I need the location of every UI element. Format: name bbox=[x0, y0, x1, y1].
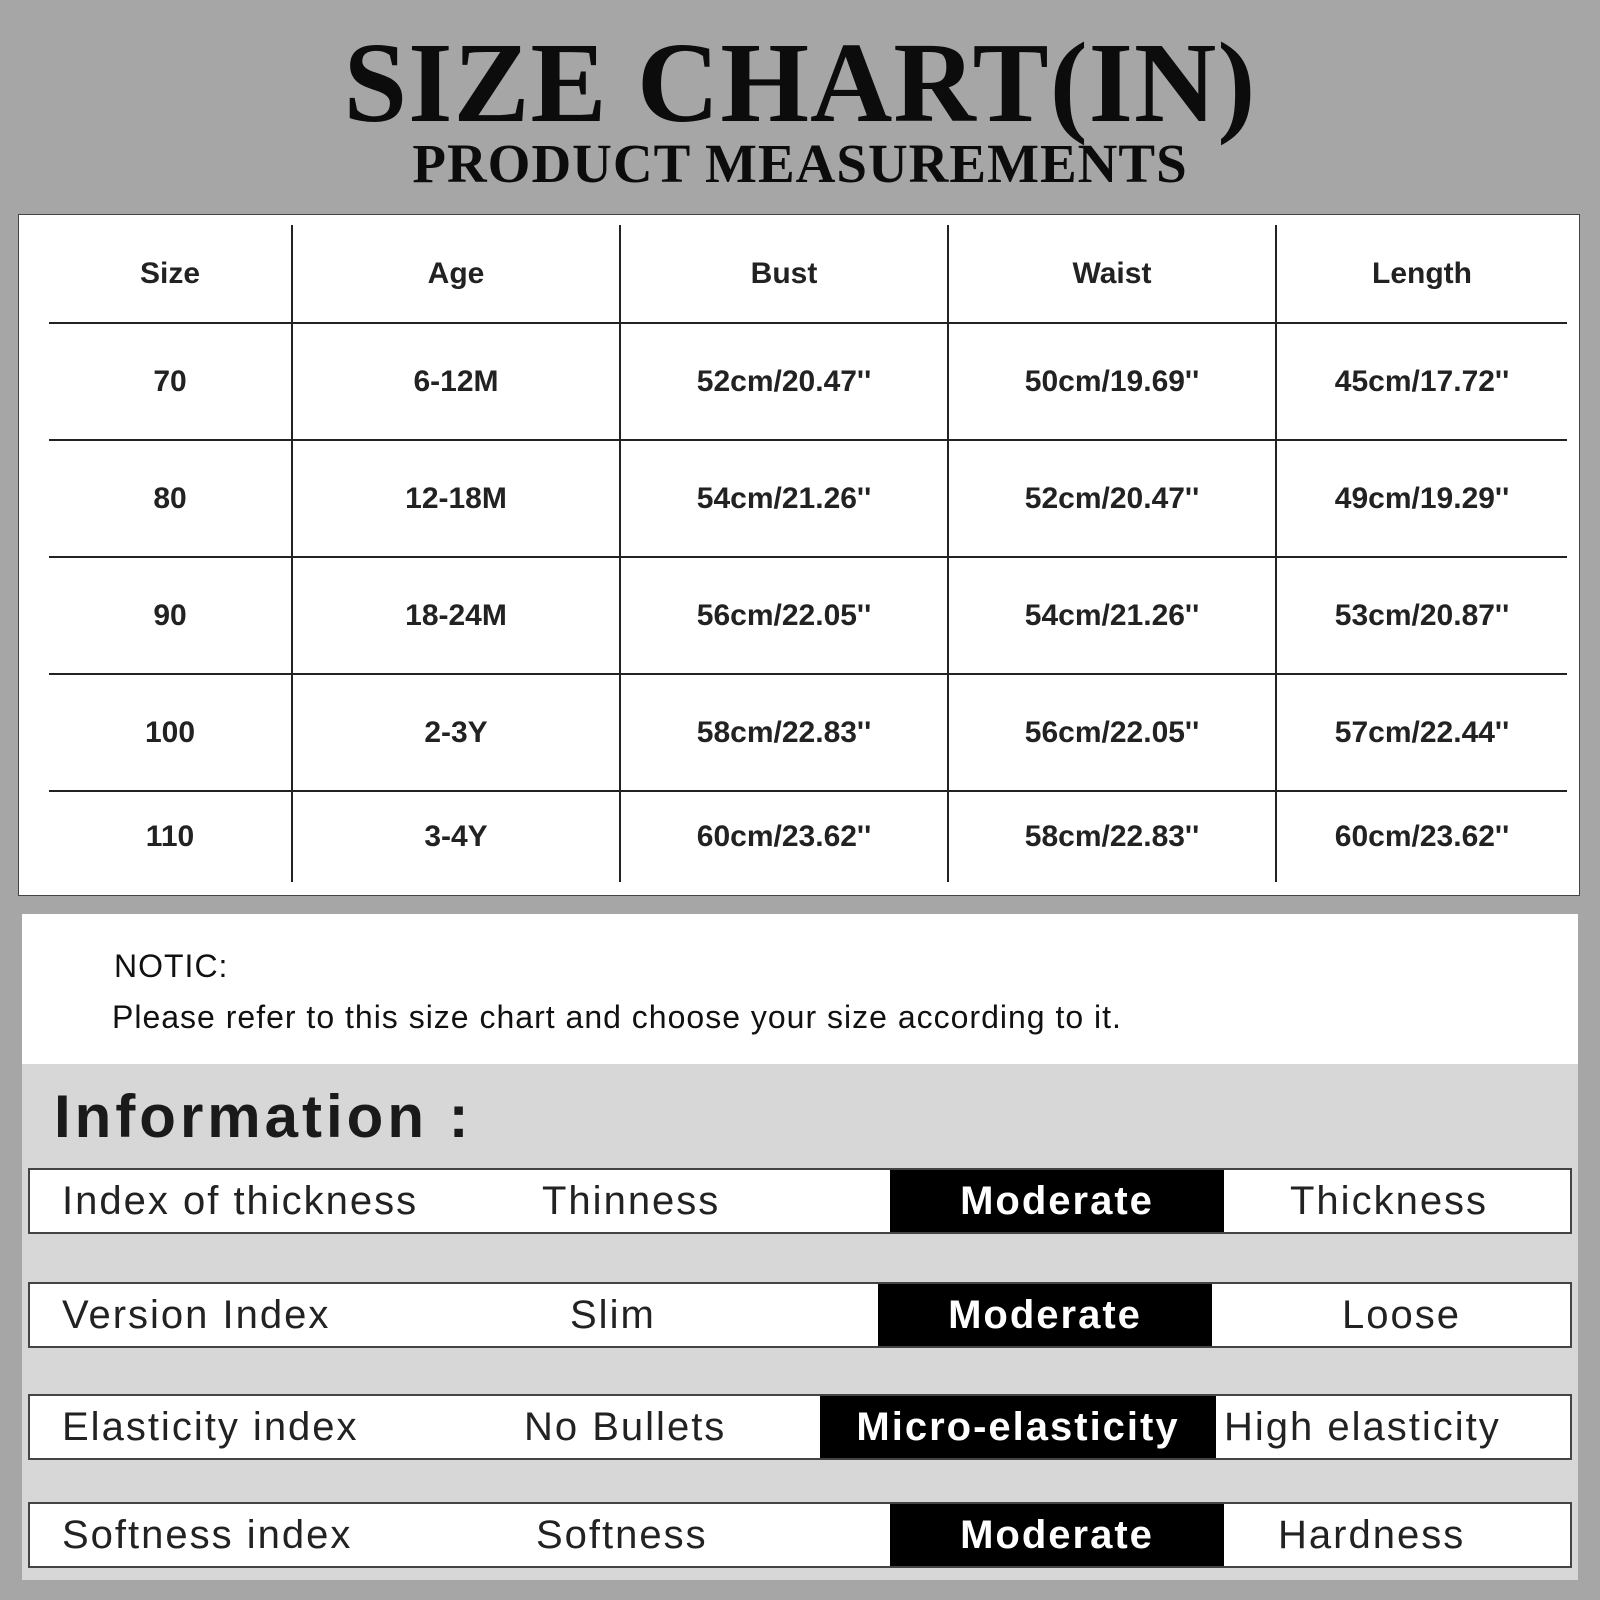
cell-size: 80 bbox=[49, 440, 292, 557]
notice-text: Please refer to this size chart and choose your size according to it. bbox=[112, 999, 1122, 1035]
cell-length: 45cm/17.72'' bbox=[1276, 323, 1567, 440]
thickness-scale bbox=[28, 1168, 1572, 1234]
info-panel bbox=[22, 914, 1578, 1580]
notice-title: NOTIC: bbox=[114, 948, 229, 984]
header-waist: Waist bbox=[948, 225, 1276, 323]
header-size: Size bbox=[49, 225, 292, 323]
cell-size: 100 bbox=[49, 674, 292, 791]
table-row bbox=[49, 323, 1567, 440]
scale-selected-option: Micro-elasticity bbox=[820, 1396, 1216, 1458]
scale-high-option: Loose bbox=[1342, 1293, 1461, 1337]
cell-bust: 56cm/22.05'' bbox=[620, 557, 948, 674]
size-table-panel bbox=[18, 214, 1580, 896]
cell-bust: 58cm/22.83'' bbox=[620, 674, 948, 791]
cell-age: 12-18M bbox=[292, 440, 620, 557]
scale-label: Elasticity index bbox=[62, 1405, 359, 1449]
scale-selected-option: Moderate bbox=[890, 1170, 1224, 1232]
cell-bust: 54cm/21.26'' bbox=[620, 440, 948, 557]
scale-low-option: Thinness bbox=[542, 1179, 721, 1223]
cell-length: 49cm/19.29'' bbox=[1276, 440, 1567, 557]
cell-waist: 52cm/20.47'' bbox=[948, 440, 1276, 557]
cell-size: 70 bbox=[49, 323, 292, 440]
size-table bbox=[49, 225, 1567, 882]
cell-age: 2-3Y bbox=[292, 674, 620, 791]
header-bust: Bust bbox=[620, 225, 948, 323]
softness-scale bbox=[28, 1502, 1572, 1568]
table-row bbox=[49, 440, 1567, 557]
scale-high-option: Hardness bbox=[1278, 1513, 1466, 1557]
cell-age: 3-4Y bbox=[292, 791, 620, 882]
scale-low-option: Softness bbox=[536, 1513, 708, 1557]
cell-age: 6-12M bbox=[292, 323, 620, 440]
cell-length: 60cm/23.62'' bbox=[1334, 820, 1510, 853]
table-row bbox=[49, 557, 1567, 674]
table-row bbox=[49, 674, 1567, 791]
table-row bbox=[49, 791, 1567, 882]
scale-low-option: Slim bbox=[570, 1293, 656, 1337]
cell-length: 53cm/20.87'' bbox=[1276, 557, 1567, 674]
cell-length: 57cm/22.44'' bbox=[1276, 674, 1567, 791]
cell-waist: 54cm/21.26'' bbox=[948, 557, 1276, 674]
cell-bust: 60cm/23.62'' bbox=[620, 791, 948, 882]
table-header-row bbox=[49, 225, 1567, 323]
scale-label: Index of thickness bbox=[62, 1179, 419, 1223]
scale-low-option: No Bullets bbox=[524, 1405, 727, 1449]
scale-selected-option: Moderate bbox=[890, 1504, 1224, 1566]
scale-selected-option: Moderate bbox=[878, 1284, 1212, 1346]
scale-label: Version Index bbox=[62, 1293, 331, 1337]
elasticity-scale bbox=[28, 1394, 1572, 1460]
cell-waist: 50cm/19.69'' bbox=[948, 323, 1276, 440]
header-age: Age bbox=[292, 225, 620, 323]
cell-age: 18-24M bbox=[292, 557, 620, 674]
information-section bbox=[22, 1064, 1578, 1580]
information-heading: Information : bbox=[54, 1083, 473, 1150]
header-length: Length bbox=[1276, 225, 1567, 323]
scale-label: Softness index bbox=[62, 1513, 353, 1557]
version-scale bbox=[28, 1282, 1572, 1348]
cell-waist: 56cm/22.05'' bbox=[948, 674, 1276, 791]
scale-high-option: Thickness bbox=[1290, 1179, 1489, 1223]
cell-size: 90 bbox=[49, 557, 292, 674]
scale-high-option: High elasticity bbox=[1224, 1405, 1501, 1449]
cell-bust: 52cm/20.47'' bbox=[620, 323, 948, 440]
cell-waist: 58cm/22.83'' bbox=[948, 791, 1276, 882]
page-subtitle: PRODUCT MEASUREMENTS bbox=[412, 133, 1188, 194]
cell-size: 110 bbox=[49, 791, 292, 882]
page-title: SIZE CHART(IN) bbox=[343, 19, 1257, 146]
